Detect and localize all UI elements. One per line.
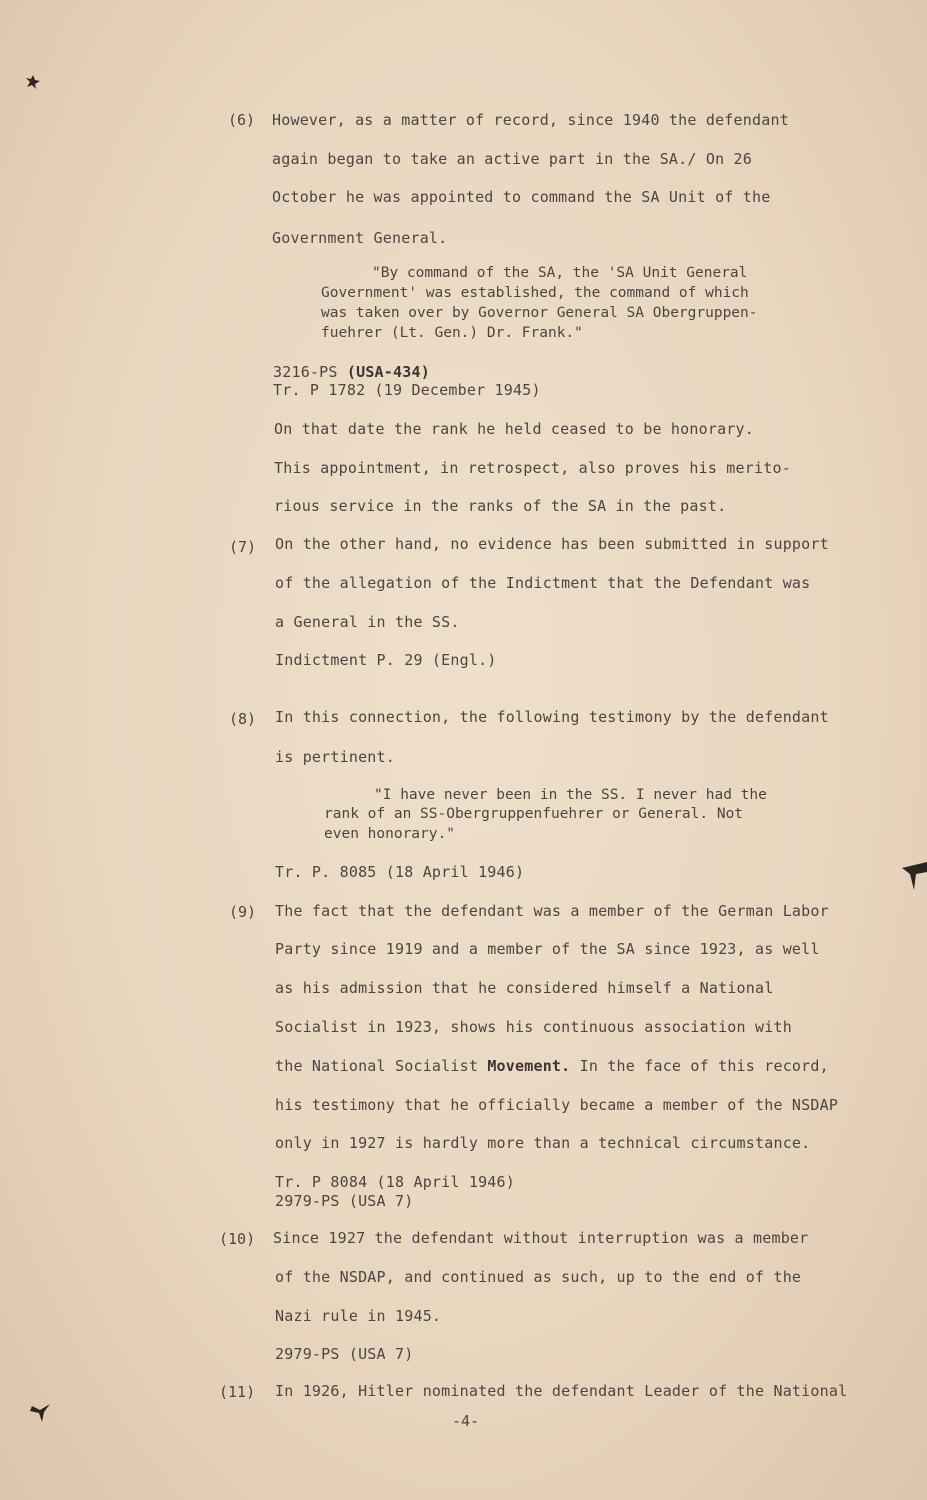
text-line: The fact that the defendant was a member of the German Labor	[275, 902, 829, 920]
text-line: of the NSDAP, and continued as such, up to the end of the	[275, 1268, 802, 1286]
text-line: Nazi rule in 1945.	[275, 1307, 442, 1325]
citation-doc: 3216-PS	[273, 363, 347, 381]
text-line: On that date the rank he held ceased to be honorary.	[274, 420, 754, 438]
text-run-bold: Movement.	[487, 1057, 571, 1075]
text-line: Government General.	[272, 229, 448, 247]
paragraph-number: (10)	[219, 1230, 256, 1248]
paragraph-number: (9)	[229, 903, 257, 921]
text-line: is pertinent.	[275, 748, 395, 766]
quote-line: fuehrer (Lt. Gen.) Dr. Frank."	[321, 325, 583, 341]
citation: Tr. P. 8085 (18 April 1946)	[275, 863, 525, 881]
hole-punch-mark	[26, 74, 40, 88]
citation: 2979-PS (USA 7)	[275, 1192, 414, 1210]
text-line: again began to take an active part in the SA./ On 26	[272, 150, 752, 168]
hole-punch-mark	[30, 1402, 54, 1424]
text-line: of the allegation of the Indictment that the Defendant was	[275, 574, 811, 592]
edge-mark	[902, 862, 927, 892]
quote-line: Government' was established, the command of which	[321, 285, 749, 301]
text-line: as his admission that he considered himself a National	[275, 979, 774, 997]
text-line: only in 1927 is hardly more than a technical circumstance.	[275, 1134, 811, 1152]
paragraph-number: (6)	[228, 111, 256, 129]
citation	[273, 363, 430, 381]
text-line: However, as a matter of record, since 1940 the defendant	[272, 111, 789, 129]
paragraph-number: (8)	[229, 710, 257, 728]
text-line	[275, 1057, 829, 1075]
text-line: rious service in the ranks of the SA in the past.	[274, 497, 727, 515]
text-line: In this connection, the following testimony by the defendant	[275, 708, 829, 726]
text-line: Since 1927 the defendant without interruption was a member	[273, 1229, 809, 1247]
text-line: a General in the SS.	[275, 613, 460, 631]
paragraph-number: (7)	[229, 538, 257, 556]
text-run: the National Socialist	[275, 1057, 488, 1075]
page-number: -4-	[452, 1412, 480, 1430]
quote-line: even honorary."	[324, 826, 455, 842]
text-line: On the other hand, no evidence has been submitted in support	[275, 535, 829, 553]
quote-line: "I have never been in the SS. I never had the	[374, 787, 767, 803]
text-line: October he was appointed to command the SA Unit of the	[272, 188, 771, 206]
citation-exhibit: (USA-434)	[346, 363, 430, 381]
text-run: In the face of this record,	[570, 1057, 829, 1075]
text-line: In 1926, Hitler nominated the defendant Leader of the National	[275, 1382, 848, 1400]
paragraph-number: (11)	[219, 1383, 256, 1401]
citation: Indictment P. 29 (Engl.)	[275, 651, 497, 669]
quote-line: was taken over by Governor General SA Obergruppen-	[321, 305, 758, 321]
text-line: his testimony that he officially became a member of the NSDAP	[275, 1096, 839, 1114]
text-line: This appointment, in retrospect, also proves his merito-	[274, 459, 791, 477]
quote-line: "By command of the SA, the 'SA Unit General	[372, 265, 748, 281]
text-line: Party since 1919 and a member of the SA since 1923, as well	[275, 940, 820, 958]
quote-line: rank of an SS-Obergruppenfuehrer or General. Not	[324, 806, 744, 822]
citation: Tr. P 8084 (18 April 1946)	[275, 1173, 515, 1191]
citation: 2979-PS (USA 7)	[275, 1345, 414, 1363]
text-line: Socialist in 1923, shows his continuous association with	[275, 1018, 792, 1036]
citation: Tr. P 1782 (19 December 1945)	[273, 381, 541, 399]
